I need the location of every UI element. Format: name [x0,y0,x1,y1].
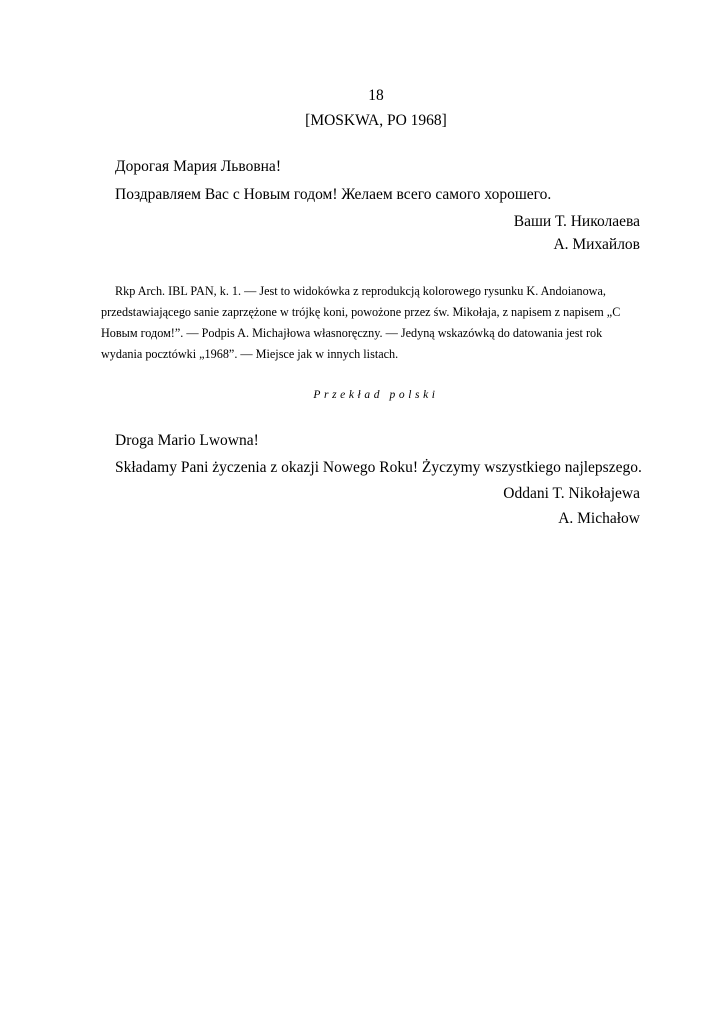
editorial-note-line-4: wydania pocztówki „1968”. — Miejsce jak w innych listach. [101,347,399,361]
editorial-note-line-1: Rkp Arch. IBL PAN, k. 1. — Jest to widokówka z reprodukcją kolorowego rysunku K. Andoianowa, [115,284,606,298]
document-number: 18 [368,87,384,104]
original-salutation: Дорогая Мария Львовна! [115,158,281,175]
translation-salutation: Droga Mario Lwowna! [115,432,259,449]
translation-body: Składamy Pani życzenia z okazji Nowego Roku! Życzymy wszystkiego najlepszego. [115,459,642,476]
original-signature-1: Ваши Т. Николаева [513,213,640,230]
translation-signature-1: Oddani T. Nikołajewa [503,485,640,502]
original-body: Поздравляем Вас с Новым годом! Желаем всего самого хорошего. [115,186,552,203]
translation-signature-2: A. Michałow [558,510,640,527]
editorial-note-line-3: Новым годом!”. — Podpis A. Michajłowa własnoręczny. — Jedyną wskazówką do datowania jest rok [101,326,603,340]
original-signature-2: А. Михайлов [553,236,640,253]
place-date-heading: [MOSKWA, PO 1968] [305,112,447,129]
editorial-note-line-2: przedstawiającego sanie zaprzężone w trójkę koni, powożone przez św. Mikołaja, z napisem z napisem „С [101,305,621,319]
translation-heading: Przekład polski [313,389,439,401]
